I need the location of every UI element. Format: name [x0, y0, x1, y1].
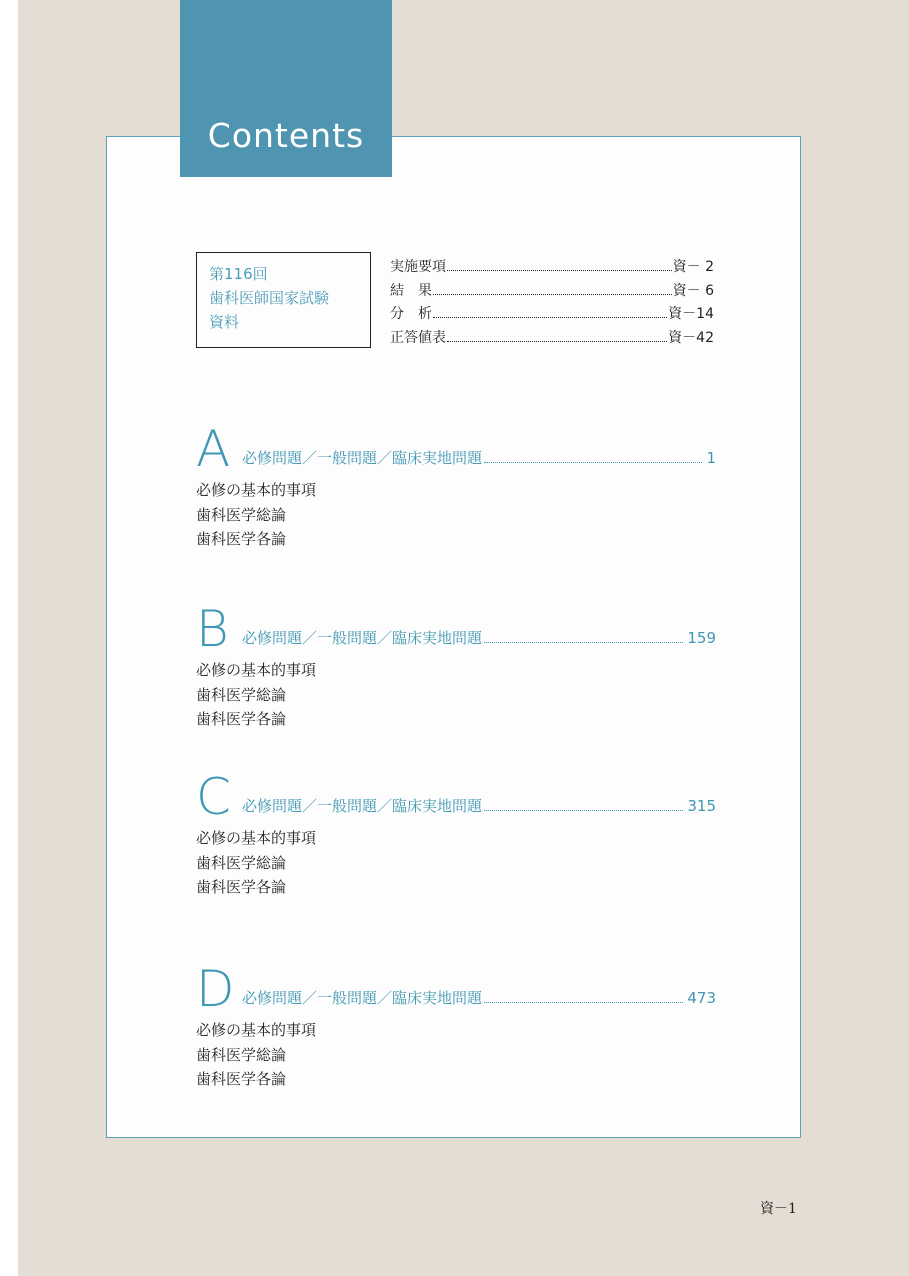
section-heading[interactable]	[196, 960, 716, 1018]
section-topic: 歯科医学総論	[196, 1045, 287, 1064]
section-topic: 必修の基本的事項	[196, 1021, 317, 1039]
leader-dots	[433, 294, 672, 295]
section-title: 必修問題／一般問題／臨床実地問題	[242, 629, 483, 647]
exam-title-box	[196, 252, 371, 348]
section-topics	[196, 658, 716, 732]
contents-title-tab	[180, 0, 392, 177]
materials-page: 資－ 6	[672, 282, 714, 299]
section-topic: 必修の基本的事項	[196, 481, 317, 499]
section-title: 必修問題／一般問題／臨床実地問題	[242, 797, 483, 815]
section-letter: A	[196, 420, 231, 478]
section-letter: B	[196, 600, 229, 658]
section-letter: D	[196, 960, 235, 1018]
section-d	[196, 960, 716, 1092]
section-page: 473	[687, 989, 716, 1007]
section-heading[interactable]	[196, 768, 716, 826]
section-topic: 歯科医学各論	[196, 1070, 287, 1088]
section-b	[196, 600, 716, 732]
leader-dots	[484, 642, 683, 643]
leader-dots	[447, 341, 667, 342]
materials-list	[390, 256, 714, 350]
section-topic: 歯科医学総論	[196, 685, 287, 704]
section-topics	[196, 826, 716, 900]
section-c	[196, 768, 716, 900]
materials-entry[interactable]	[390, 303, 714, 327]
exam-title-line: 第116回	[209, 265, 268, 283]
section-topic: 歯科医学各論	[196, 878, 287, 896]
section-page: 159	[687, 629, 716, 647]
materials-entry[interactable]	[390, 327, 714, 351]
materials-entry[interactable]	[390, 256, 714, 280]
section-heading[interactable]	[196, 600, 716, 658]
section-title: 必修問題／一般問題／臨床実地問題	[242, 989, 483, 1007]
materials-label: 正答値表	[390, 329, 446, 346]
section-topic: 歯科医学各論	[196, 710, 287, 728]
materials-label: 結 果	[390, 282, 432, 299]
materials-page: 資－14	[668, 306, 714, 322]
page-margin	[0, 0, 18, 1276]
section-topic: 歯科医学総論	[196, 505, 287, 524]
section-topic: 歯科医学各論	[196, 530, 287, 548]
leader-dots	[433, 317, 667, 318]
section-topic: 歯科医学総論	[196, 853, 287, 872]
materials-label: 分 析	[390, 306, 432, 322]
leader-dots	[484, 1002, 683, 1003]
section-page: 315	[687, 797, 716, 815]
page-number: 資－1	[760, 1201, 797, 1217]
contents-title: Contents	[207, 116, 365, 155]
materials-entry[interactable]	[390, 280, 714, 304]
section-topic: 必修の基本的事項	[196, 829, 317, 847]
section-page: 1	[706, 449, 716, 467]
materials-page: 資－42	[668, 329, 714, 346]
materials-label: 実施要項	[390, 259, 446, 275]
exam-title-line: 歯科医師国家試験	[209, 289, 330, 307]
section-title: 必修問題／一般問題／臨床実地問題	[242, 449, 483, 467]
exam-title-line: 資料	[209, 313, 240, 331]
leader-dots	[484, 810, 683, 811]
section-topics	[196, 1018, 716, 1092]
section-letter: C	[196, 768, 231, 826]
section-a	[196, 420, 716, 552]
materials-page: 資－ 2	[672, 259, 714, 275]
section-topic: 必修の基本的事項	[196, 661, 317, 679]
section-heading[interactable]	[196, 420, 716, 478]
section-topics	[196, 478, 716, 552]
leader-dots	[484, 462, 702, 463]
leader-dots	[447, 270, 672, 271]
